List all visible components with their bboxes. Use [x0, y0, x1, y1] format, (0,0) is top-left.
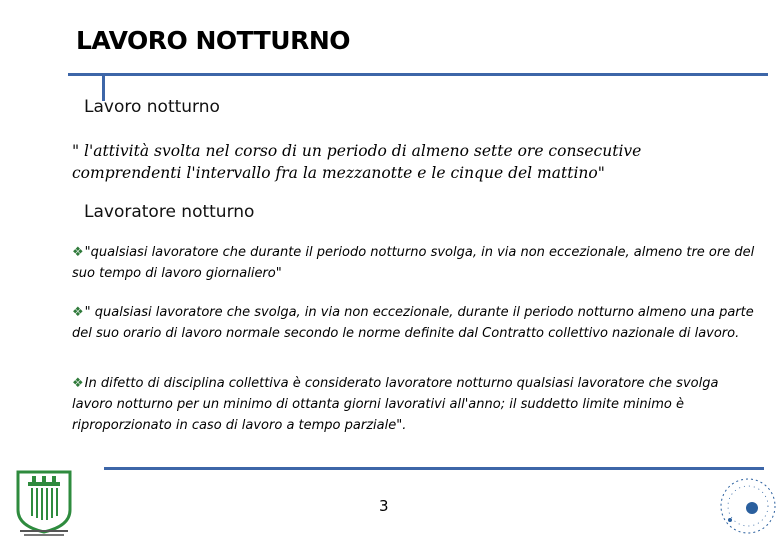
definition-quote: " l'attività svolta nel corso di un periodo di almeno sette ore consecutive comprendenti l'intervallo fra la mezzanotte e le cinque del mattino" — [72, 142, 642, 182]
bullet-item — [72, 302, 762, 344]
section-heading-lavoro-notturno: Lavoro notturno — [84, 97, 220, 117]
bullet-text: " qualsiasi lavoratore che svolga, in via non eccezionale, durante il periodo notturno almeno una parte del suo orario di lavoro normale secondo le norme definite dal Contratto collettivo nazionale di lavoro. — [72, 305, 754, 341]
bullet-item — [72, 242, 762, 284]
diamond-bullet-icon: ❖ — [72, 305, 84, 320]
bullet-text: "qualsiasi lavoratore che durante il periodo notturno svolga, in via non eccezionale, almeno tre ore del suo tempo di lavoro giornaliero" — [72, 245, 755, 281]
bullet-item — [72, 373, 762, 436]
diamond-bullet-icon: ❖ — [72, 245, 84, 260]
bottom-divider — [104, 467, 764, 470]
section-heading-lavoratore-notturno: Lavoratore notturno — [84, 202, 255, 222]
slide-title: LAVORO NOTTURNO — [76, 26, 351, 55]
university-logo — [12, 466, 76, 538]
diamond-bullet-icon: ❖ — [72, 376, 84, 391]
page-number: 3 — [379, 497, 389, 515]
bullet-text: In difetto di disciplina collettiva è considerato lavoratore notturno qualsiasi lavoratore che svolga lavoro notturno per un minimo di ottanta giorni lavorativi all'anno; il suddetto limite minimo è riproporzionato in caso di lavoro a tempo parziale". — [72, 376, 719, 433]
circular-seal-logo — [712, 470, 778, 538]
top-divider — [68, 73, 768, 76]
